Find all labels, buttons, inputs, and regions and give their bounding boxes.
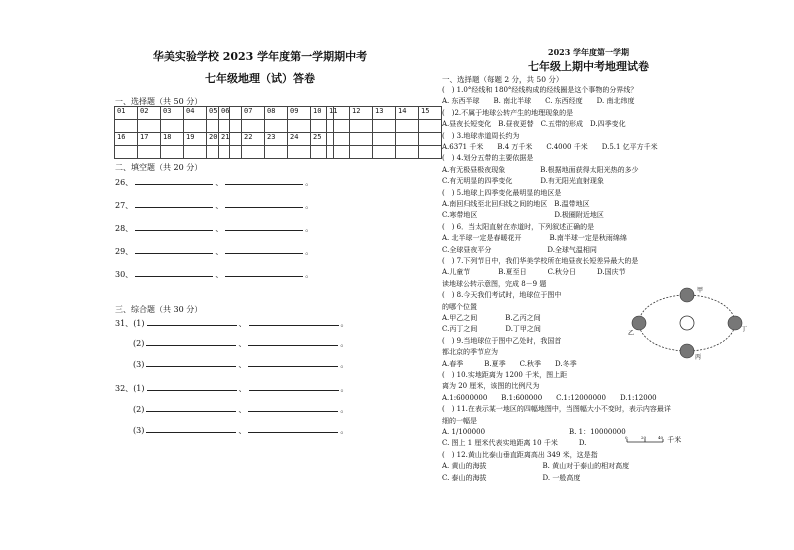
fill-end: 。	[305, 201, 314, 210]
question-number-cell: 10	[311, 107, 334, 120]
section-fill-title: 二、填空题（共 20 分）	[115, 163, 203, 172]
scale-unit: 千米	[667, 436, 682, 444]
fill-number: 29、	[115, 247, 134, 256]
question-number-cell: 09	[288, 107, 311, 120]
fill-row	[115, 245, 313, 257]
question-line: A.昼夜长短变化 B.昼夜更替 C.五带的形成 D.四季变化	[442, 120, 626, 129]
answer-cell[interactable]	[115, 146, 138, 159]
scale-bar	[625, 435, 681, 445]
answer-blank[interactable]	[249, 317, 339, 326]
question-line: ( ) 4.划分五带的主要依据是	[442, 154, 534, 163]
question-number-cell: 25	[311, 133, 334, 146]
question-number-cell: 12	[350, 107, 373, 120]
question-number-cell: 17	[138, 133, 161, 146]
answer-cell[interactable]	[242, 120, 265, 133]
question-line: ( ) 10.实地距离为 1200 千米，图上距	[442, 371, 568, 379]
earth-orbit-diagram	[627, 283, 747, 363]
question-number-cell: 11	[327, 107, 350, 120]
comp-end: 。	[340, 405, 349, 414]
answer-cell[interactable]	[138, 120, 161, 133]
answer-grid-2	[218, 106, 334, 159]
question-line: C.有无明显的四季变化 D.有无阳光直射现象	[442, 177, 604, 186]
answer-cell[interactable]	[115, 120, 138, 133]
grid-row	[327, 133, 442, 146]
answer-blank[interactable]	[147, 317, 237, 326]
answer-cell[interactable]	[161, 146, 184, 159]
question-line: A.有无极昼极夜现象 B.根据地面获得太阳光热的多少	[442, 165, 639, 174]
fill-number: 27、	[115, 201, 134, 210]
answer-grid-3	[326, 106, 442, 159]
answer-blank[interactable]	[146, 424, 236, 433]
comp-part: (3)	[133, 426, 145, 435]
grid-row	[219, 107, 334, 120]
answer-cell[interactable]	[288, 120, 311, 133]
question-number-cell: 20	[207, 133, 230, 146]
question-line: A.儿童节 B.夏至日 C.秋分日 D.国庆节	[442, 268, 626, 277]
grid-row	[327, 146, 442, 159]
question-line: ( ) 12.黄山比泰山垂直距离高出 349 米，这是指	[442, 450, 598, 459]
grid-row	[219, 133, 334, 146]
comp-end: 。	[340, 384, 349, 393]
answer-cell[interactable]	[327, 146, 350, 159]
question-number-cell: 21	[219, 133, 242, 146]
question-number-cell: 23	[265, 133, 288, 146]
answer-cell[interactable]	[419, 133, 442, 146]
answer-cell[interactable]	[419, 120, 442, 133]
grid-row	[115, 120, 230, 133]
question-number-cell: 18	[161, 133, 184, 146]
question-line: ( ) 11.在表示某一地区的四幅地图中，当图幅大小不变时，表示内容最详	[442, 405, 671, 414]
answer-blank[interactable]	[248, 337, 338, 346]
comp-row	[133, 337, 348, 349]
fill-end: 。	[305, 224, 314, 233]
answer-blank[interactable]	[147, 382, 237, 391]
comp-sep: 、	[238, 426, 247, 435]
answer-cell[interactable]	[373, 120, 396, 133]
answer-cell[interactable]	[219, 120, 242, 133]
answer-cell[interactable]	[350, 120, 373, 133]
answer-blank[interactable]	[248, 424, 338, 433]
fill-sep: 、	[215, 178, 224, 187]
sun	[680, 316, 694, 330]
fill-number: 30、	[115, 270, 134, 279]
earth-a	[680, 288, 694, 302]
fill-number: 28、	[115, 224, 134, 233]
question-number-cell: 07	[242, 107, 265, 120]
answer-cell[interactable]	[396, 146, 419, 159]
comp-part: (1)	[133, 319, 145, 328]
answer-blank[interactable]	[135, 268, 213, 277]
fill-row	[115, 222, 313, 234]
fill-sep: 、	[215, 270, 224, 279]
answer-blank[interactable]	[146, 337, 236, 346]
answer-cell[interactable]	[288, 146, 311, 159]
question-line: ( )2.不属于地球公转产生的地理现象的是	[442, 108, 574, 117]
question-number-cell: 22	[242, 133, 265, 146]
earth-d	[632, 316, 646, 330]
question-line: A. 黄山的海拔 B. 黄山对于泰山的相对高度	[442, 462, 630, 471]
answer-cell[interactable]	[265, 120, 288, 133]
answer-cell[interactable]	[396, 120, 419, 133]
answer-cell[interactable]	[350, 146, 373, 159]
answer-cell[interactable]	[373, 146, 396, 159]
grid-row	[115, 133, 230, 146]
question-line: C. 图上 1 厘米代表实地距离 10 千米 D.	[442, 439, 587, 448]
year-line: 2023 学年度第一学期	[548, 47, 630, 57]
fill-sep: 、	[215, 247, 224, 256]
question-line: A.甲乙之间 B.乙丙之间	[442, 314, 541, 322]
comp-row	[115, 382, 349, 394]
fill-end: 。	[305, 270, 314, 279]
comp-sep: 、	[238, 360, 247, 369]
comp-sep: 、	[238, 384, 247, 393]
answer-cell[interactable]	[184, 146, 207, 159]
comp-sep: 、	[238, 405, 247, 414]
question-number-cell: 24	[288, 133, 311, 146]
section-choice-title: 一、选择题（共 50 分）	[115, 97, 203, 106]
grid-row	[219, 146, 334, 159]
grid-row	[115, 146, 230, 159]
scale-tick-1: 20	[641, 435, 647, 440]
answer-blank[interactable]	[248, 358, 338, 367]
question-line: 都北京的季节应为	[442, 348, 498, 357]
label-a: 甲	[697, 287, 704, 294]
answer-cell[interactable]	[219, 146, 242, 159]
question-number-cell: 05	[207, 107, 230, 120]
comp-row	[133, 403, 348, 415]
scale-tick-0: 0	[625, 435, 628, 440]
question-number-cell: 15	[419, 107, 442, 120]
grid-row	[115, 107, 230, 120]
question-line: ( ) 3.地球赤道周长约为	[442, 131, 520, 140]
question-line: ( ) 5.地球上四季变化最明显的地区是	[442, 188, 562, 197]
question-number-cell: 02	[138, 107, 161, 120]
comp-sep: 、	[238, 319, 247, 328]
answer-blank[interactable]	[135, 245, 213, 254]
question-line: A. 东西半球 B. 南北半球 C. 东西经度 D. 南北纬度	[442, 97, 635, 106]
question-number-cell: 04	[184, 107, 207, 120]
question-line: ( ) 6．当太阳直射在赤道时，下列叙述正确的是	[442, 222, 595, 231]
answer-cell[interactable]	[242, 146, 265, 159]
answer-blank[interactable]	[135, 176, 213, 185]
answer-blank[interactable]	[225, 176, 303, 185]
comp-sep: 、	[238, 339, 247, 348]
answer-cell[interactable]	[184, 120, 207, 133]
label-d: 乙	[628, 330, 635, 337]
comp-number: 32、	[115, 384, 134, 393]
comp-end: 。	[340, 319, 349, 328]
exam-title: 七年级上期中考地理试卷	[528, 60, 649, 73]
answer-blank[interactable]	[225, 268, 303, 277]
sheet-title: 七年级地理（试）答卷	[205, 72, 315, 85]
school-title: 华美实验学校 2023 学年度第一学期期中考	[152, 50, 368, 63]
question-line: A.春季 B.夏季 C.秋季 D.冬季	[442, 359, 577, 368]
grid-row	[219, 120, 334, 133]
answer-blank[interactable]	[249, 382, 339, 391]
question-line: A.南回归线至北回归线之间的地区 B.温带地区	[442, 200, 590, 208]
comp-row	[133, 424, 348, 436]
question-number-cell: 19	[184, 133, 207, 146]
section-comp-title: 三、综合题（共 30 分）	[115, 305, 203, 314]
answer-blank[interactable]	[146, 403, 236, 412]
answer-cell[interactable]	[327, 120, 350, 133]
fill-row	[115, 176, 313, 188]
answer-blank[interactable]	[225, 199, 303, 208]
section-title-questions: 一、选择题（每题 2 分，共 50 分）	[442, 75, 564, 84]
question-line: ( ) 8.今天我们考试时，地球位于图中	[442, 291, 562, 300]
earth-b	[728, 316, 742, 330]
answer-blank[interactable]	[135, 222, 213, 231]
question-line: A. 1/100000 B. 1：10000000	[442, 428, 626, 436]
fill-number: 26、	[115, 178, 134, 187]
question-line: C.寒带地区 D.极圈附近地区	[442, 211, 604, 220]
fill-end: 。	[305, 178, 314, 187]
comp-part: (1)	[133, 384, 145, 393]
answer-cell[interactable]	[419, 146, 442, 159]
answer-cell[interactable]	[138, 146, 161, 159]
comp-end: 。	[340, 339, 349, 348]
question-line: 读地球公转示意图，完成 8－9 题	[442, 279, 547, 288]
comp-part: (2)	[133, 405, 145, 414]
question-line: 离为 20 厘米，该图的比例尺为	[442, 382, 540, 391]
answer-cell[interactable]	[373, 133, 396, 146]
question-line: ( ) 1.0°经线和 180°经线构成的经线圈是这个事物的分界线？	[442, 86, 638, 94]
question-number-cell: 13	[373, 107, 396, 120]
label-b: 丁	[741, 326, 747, 333]
fill-row	[115, 268, 313, 280]
question-line: A.6371 千米 B.4 万千米 C.4000 千米 D.5.1 亿平方千米	[442, 143, 658, 151]
grid-row	[327, 107, 442, 120]
answer-cell[interactable]	[327, 133, 350, 146]
answer-cell[interactable]	[265, 146, 288, 159]
question-number-cell: 16	[115, 133, 138, 146]
question-line: C. 泰山的海拔 D. 一般高度	[442, 473, 581, 482]
question-line: 细的一幅是	[442, 416, 477, 425]
comp-part: (2)	[133, 339, 145, 348]
scale-bar-graphic	[625, 435, 665, 445]
question-line: A. 北半球一定是春暖花开 B.南半球一定是秋雨绵绵	[442, 234, 627, 243]
question-number-cell: 08	[265, 107, 288, 120]
answer-blank[interactable]	[248, 403, 338, 412]
answer-blank[interactable]	[225, 222, 303, 231]
answer-cell[interactable]	[350, 133, 373, 146]
answer-grid-1	[114, 106, 230, 159]
comp-part: (3)	[133, 360, 145, 369]
question-line: C.全球昼夜平分 D.全球气温相同	[442, 245, 597, 254]
comp-row	[115, 317, 349, 329]
answer-blank[interactable]	[146, 358, 236, 367]
comp-row	[133, 358, 348, 370]
question-line: 的哪个位置	[442, 302, 477, 311]
answer-blank[interactable]	[225, 245, 303, 254]
comp-end: 。	[340, 426, 349, 435]
fill-row	[115, 199, 313, 211]
answer-blank[interactable]	[135, 199, 213, 208]
answer-cell[interactable]	[161, 120, 184, 133]
question-number-cell: 06	[219, 107, 242, 120]
question-number-cell: 03	[161, 107, 184, 120]
question-line: A.1:6000000 B.1:600000 C.1:12000000 D.1:12000	[442, 393, 657, 402]
comp-end: 。	[340, 360, 349, 369]
question-line: ( ) 9.当地球位于图中乙处时，我国首	[442, 336, 562, 345]
scale-tick-2: 40	[658, 435, 664, 440]
label-c: 丙	[695, 354, 702, 361]
question-number-cell: 14	[396, 107, 419, 120]
fill-end: 。	[305, 247, 314, 256]
question-line: C.丙丁之间 D.丁甲之间	[442, 325, 541, 334]
earth-c	[680, 344, 694, 358]
question-number-cell: 01	[115, 107, 138, 120]
question-line: ( ) 7.下列节日中，我们华美学校所在地昼夜长短差异最大的是	[442, 257, 639, 265]
grid-row	[327, 120, 442, 133]
answer-cell[interactable]	[396, 133, 419, 146]
comp-number: 31、	[115, 319, 134, 328]
fill-sep: 、	[215, 201, 224, 210]
fill-sep: 、	[215, 224, 224, 233]
